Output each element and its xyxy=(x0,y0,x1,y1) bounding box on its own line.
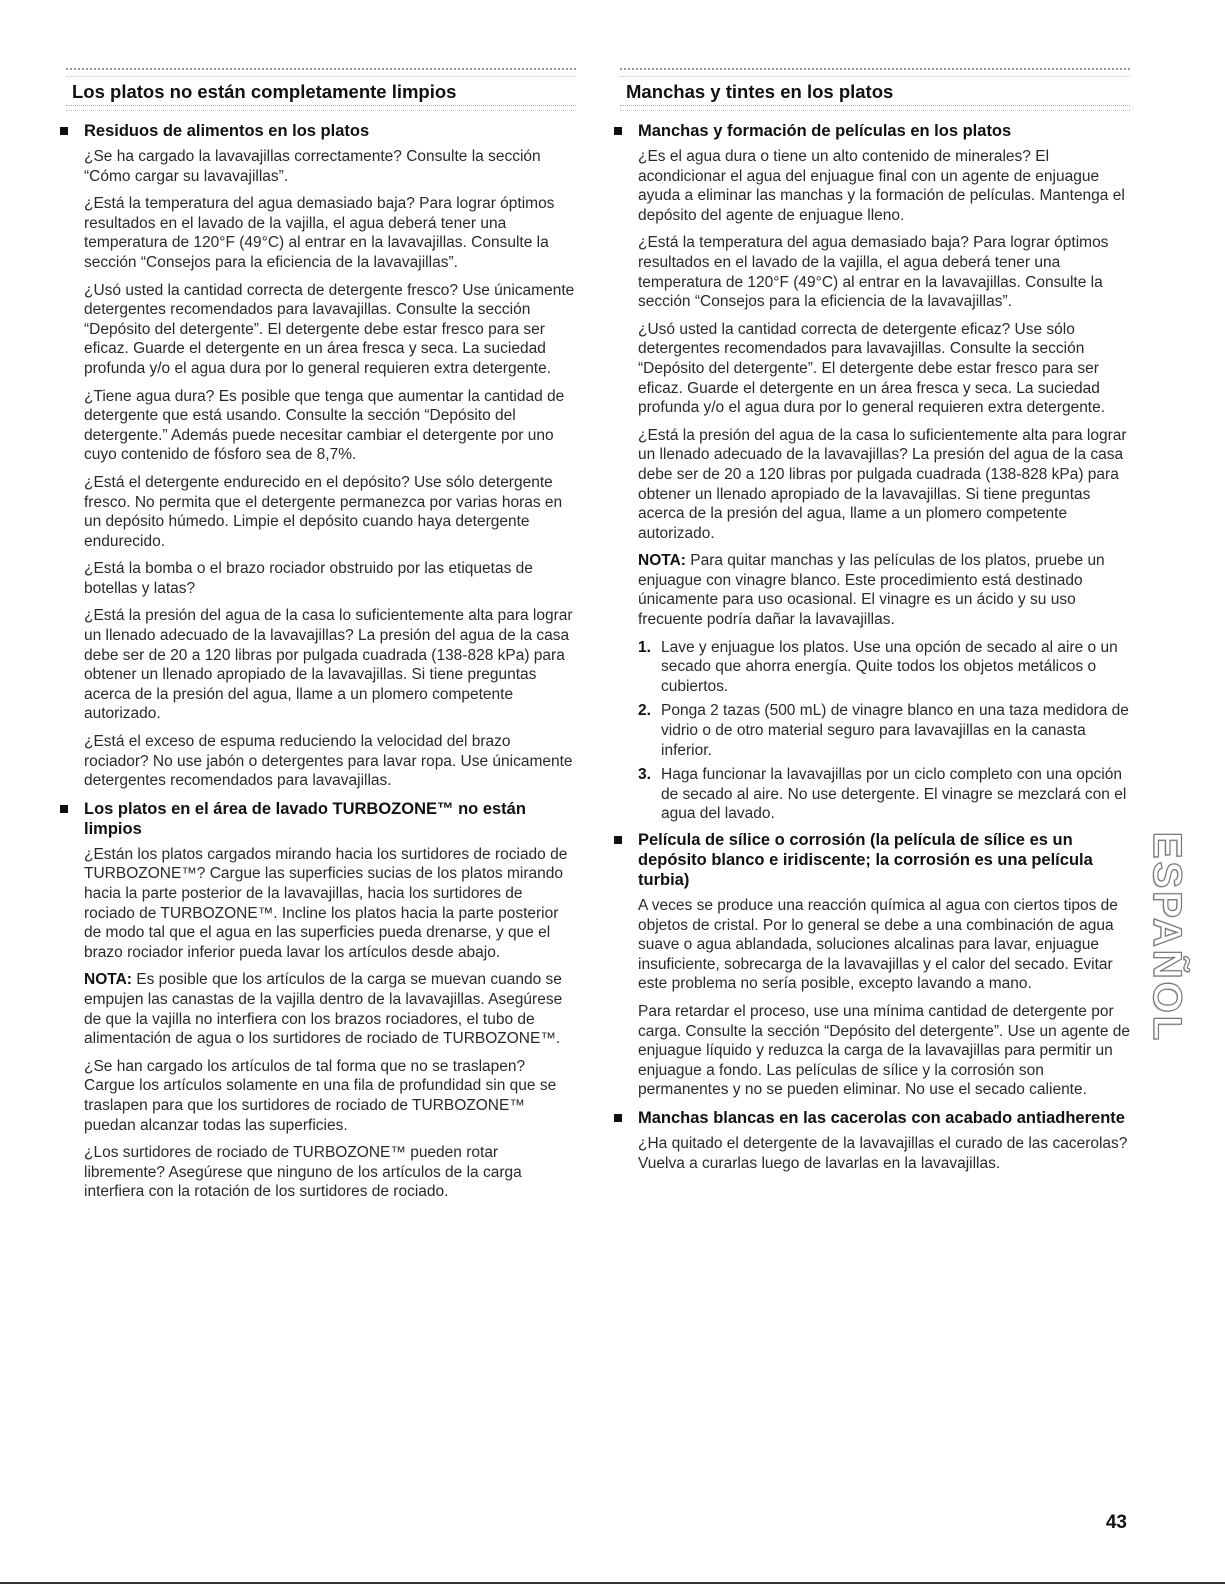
paragraph: ¿Los surtidores de rociado de TURBOZONE™ pueden rotar libremente? Asegúrese que ninguno de los artículos de la carga interfiera con la rotación de los surtidores de rociado. xyxy=(84,1144,522,1201)
left-column xyxy=(66,68,576,1210)
paragraph: A veces se produce una reacción química al agua con ciertos tipos de objetos de cristal. Por lo general se debe a una combinación de agua suave o agua ablandada, soluciones alcalinas para lavar, enjuague insuficiente, sobrecarga de la lavavajillas y el calor del secado. Evitar este problema no sería posible, excepto lavando a mano. xyxy=(638,897,1118,993)
note-paragraph xyxy=(638,551,1130,629)
step-number: 3. xyxy=(638,766,651,784)
paragraph: ¿Está el exceso de espuma reduciendo la velocidad del brazo rociador? No use jabón o detergentes para lavar ropa. Use únicamente detergentes recomendados para lavavajillas. xyxy=(84,733,573,790)
heading-manchas-peliculas: Manchas y formación de películas en los platos xyxy=(620,121,1130,141)
section-rule-bottom xyxy=(620,105,1130,111)
heading-turbozone: Los platos en el área de lavado TURBOZONE™ no están limpios xyxy=(66,799,576,839)
paragraph: ¿Se ha cargado la lavavajillas correctamente? Consulte la sección “Cómo cargar su lavavajillas”. xyxy=(84,148,541,185)
step-number: 2. xyxy=(638,702,651,720)
paragraph: Para retardar el proceso, use una mínima cantidad de detergente por carga. Consulte la sección “Depósito del detergente”. Use un agente de enjuague líquido y reduzca la carga de la lavavajillas para permitir un enjuague a fondo. Las películas de sílice y la corrosión son permanentes y no se pueden eliminar. No use el secado caliente. xyxy=(638,1002,1130,1099)
vinegar-rinse-steps xyxy=(638,638,1130,824)
heading-silice-corrosion: Película de sílice o corrosión (la película de sílice es un depósito blanco e iridiscente; la corrosión es una película turbia) xyxy=(620,830,1130,890)
bullet-square-icon xyxy=(614,127,622,135)
right-column xyxy=(620,68,1130,1181)
paragraph: ¿Está la temperatura del agua demasiado baja? Para lograr óptimos resultados en el lavado de la vajilla, el agua deberá tener una temperatura de 120°F (49°C) al entrar en la lavavajillas. Consulte la sección “Consejos para la eficiencia de la lavavajillas”. xyxy=(638,234,1109,311)
language-side-tab xyxy=(1144,815,1190,1060)
step-text: Ponga 2 tazas (500 mL) de vinagre blanco en una taza medidora de vidrio o de otro material seguro para lavavajillas en la canasta inferior. xyxy=(661,702,1129,759)
heading-manchas-blancas: Manchas blancas en las cacerolas con acabado antiadherente xyxy=(620,1108,1130,1128)
paragraph: ¿Tiene agua dura? Es posible que tenga que aumentar la cantidad de detergente que está usando. Consulte la sección “Depósito del detergente.” Además puede necesitar cambiar el detergente por uno cuyo contenido de fósforo sea de 8,7%. xyxy=(84,387,565,464)
step-item xyxy=(638,638,1130,697)
note-label: NOTA: xyxy=(84,971,132,989)
step-item xyxy=(638,765,1130,824)
paragraph: ¿Está el detergente endurecido en el depósito? Use sólo detergente fresco. No permita que el detergente permanezca por varias horas en un depósito húmedo. Limpie el depósito cuando haya detergente endurecido. xyxy=(84,473,563,550)
paragraph: ¿Ha quitado el detergente de la lavavajillas el curado de las cacerolas? Vuelva a curarlas luego de lavarlas en la lavavajillas. xyxy=(638,1134,1128,1172)
note-paragraph xyxy=(84,970,576,1048)
note-label: NOTA: xyxy=(638,552,686,570)
step-text: Haga funcionar la lavavajillas por un ciclo completo con una opción de secado al aire. No use detergente. El vinagre se mezclará con el agua del lavado. xyxy=(661,766,1127,823)
paragraph: ¿Está la bomba o el brazo rociador obstruido por las etiquetas de botellas y latas? xyxy=(84,560,533,597)
section-rule-bottom xyxy=(66,105,576,111)
section-rule-top xyxy=(620,68,1130,77)
bullet-square-icon xyxy=(60,805,68,813)
paragraph: ¿Está la presión del agua de la casa lo suficientemente alta para lograr un llenado adecuado de la lavavajillas? La presión del agua de la casa debe ser de 20 a 120 libras por pulgada cuadrada (138-828 kPa) para obtener un llenado apropiado de la lavavajillas. Si tiene preguntas acerca de la presión del agua, llame a un plomero competente autorizado. xyxy=(84,607,573,723)
note-text: Es posible que los artículos de la carga se muevan cuando se empujen las canastas de la vajilla dentro de la lavavajillas. Asegúrese de que la vajilla no interfiera con los brazos rociadores, el tubo de alimentación de agua o los surtidores de rociado de TURBOZONE™. xyxy=(84,971,563,1048)
step-item xyxy=(638,701,1130,760)
bullet-square-icon xyxy=(614,1114,622,1122)
paragraph: ¿Es el agua dura o tiene un alto contenido de minerales? El acondicionar el agua del enjuague final con un agente de enjuague ayuda a eliminar las manchas y la formación de películas. Mantenga el depósito del agente de enjuague lleno. xyxy=(638,148,1125,224)
bullet-square-icon xyxy=(614,836,622,844)
side-tab-label: ESPAÑOL xyxy=(1145,831,1190,1044)
page-bottom-rule xyxy=(0,1582,1225,1584)
paragraph: ¿Está la temperatura del agua demasiado baja? Para lograr óptimos resultados en el lavado de la vajilla, el agua deberá tener una temperatura de 120°F (49°C) al entrar en la lavavajillas. Consulte la sección “Consejos para la eficiencia de la lavavajillas”. xyxy=(84,195,555,271)
step-text: Lave y enjuague los platos. Use una opción de secado al aire o un secado que ahorra energía. Quite todos los objetos metálicos o cubiertos. xyxy=(661,638,1118,695)
paragraph: ¿Usó usted la cantidad correcta de detergente eficaz? Use sólo detergentes recomendados para lavavajillas. Consulte la sección “Depósito del detergente”. El detergente debe estar fresco para ser eficaz. Guarde el detergente en un área fresca y seca. La suciedad profunda y/o el agua dura por lo general requieren extra detergente. xyxy=(638,320,1106,417)
paragraph: ¿Está la presión del agua de la casa lo suficientemente alta para lograr un llenado adecuado de la lavavajillas? La presión del agua de la casa debe ser de 20 a 120 libras por pulgada cuadrada (138-828 kPa) para obtener un llenado apropiado de la lavavajillas. Si tiene preguntas acerca de la presión del agua, llame a un plomero competente autorizado. xyxy=(638,426,1127,542)
section-title-platos-no-limpios: Los platos no están completamente limpios xyxy=(72,81,457,102)
paragraph: ¿Están los platos cargados mirando hacia los surtidores de rociado de TURBOZONE™? Cargue las superficies sucias de los platos mirando hacia la parte posterior de la lavavajillas, hacia los surtidores de rociado de TURBOZONE™. Incline los platos hacia la parte posterior de modo tal que el agua en las superficies pueda drenarse, y que el brazo rociador inferior pueda lavar los artículos desde abajo. xyxy=(84,845,568,961)
note-text: Para quitar manchas y las películas de los platos, pruebe un enjuague con vinagre blanco. Este procedimiento está destinado únicamente para uso ocasional. El vinagre es un ácido y su uso frecuente podría dañar la lavavajillas. xyxy=(638,552,1105,629)
paragraph: ¿Se han cargado los artículos de tal forma que no se traslapen? Cargue los artículos solamente en una fila de profundidad sin que se traslapen para que los surtidores de rociado de TURBOZONE™ puedan alcanzar todas las superficies. xyxy=(84,1057,557,1134)
step-number: 1. xyxy=(638,638,651,656)
section-title-manchas-tintes: Manchas y tintes en los platos xyxy=(626,81,894,102)
heading-residuos-alimentos: Residuos de alimentos en los platos xyxy=(66,121,576,141)
section-rule-top xyxy=(66,68,576,77)
bullet-square-icon xyxy=(60,127,68,135)
page-number: 43 xyxy=(1105,1512,1127,1533)
paragraph: ¿Usó usted la cantidad correcta de detergente fresco? Use únicamente detergentes recomendados para lavavajillas. Consulte la sección “Depósito del detergente”. El detergente debe estar fresco para ser eficaz. Guarde el detergente en un área fresca y seca. La suciedad profunda y/o el agua dura por lo general requieren extra detergente. xyxy=(84,281,575,377)
